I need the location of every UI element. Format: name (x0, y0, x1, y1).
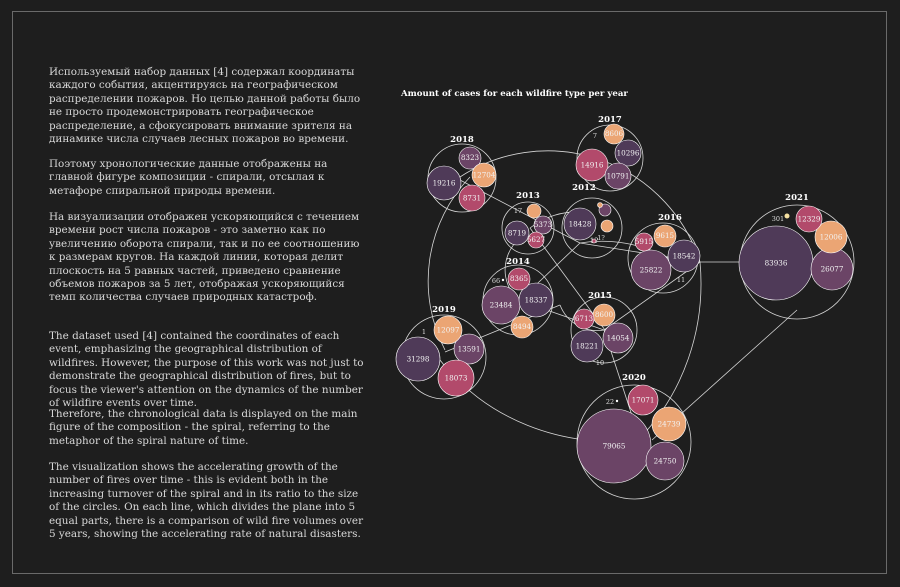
bubble-value-2020-2: 24739 (657, 419, 681, 429)
year-label-2020: 2020 (622, 373, 646, 383)
bubble-value-2014-2: 8365 (509, 274, 529, 284)
bubble-value-2019-2: 18073 (444, 373, 468, 383)
bubble-value-2021-1: 26077 (820, 264, 844, 274)
small-value-2013: 17 (513, 207, 523, 215)
bubble-value-2018-2: 12704 (472, 170, 496, 180)
bubble-value-2017-3: 8606 (604, 129, 624, 139)
small-dot-2014 (502, 279, 504, 281)
small-value-2016: 11 (676, 276, 686, 284)
year-label-2015: 2015 (588, 291, 612, 301)
year-label-2013: 2013 (516, 191, 540, 201)
year-label-2019: 2019 (432, 305, 456, 315)
bubble-2012-2 (601, 220, 613, 232)
bubble-value-2014-1: 18337 (524, 295, 548, 305)
small-value-2021: 301 (771, 215, 785, 223)
bubble-value-2013-2: 5627 (526, 234, 546, 244)
bubble-value-2015-1: 14054 (606, 333, 630, 343)
small-dot-2021 (785, 214, 790, 219)
bubble-value-2015-2: 8600 (594, 310, 614, 320)
bubble-value-2016-2: 9615 (655, 231, 675, 241)
bubble-value-2015-0: 18221 (575, 341, 599, 351)
bubble-2013-3 (527, 204, 541, 218)
bubble-value-2021-0: 83936 (764, 258, 788, 268)
en-paragraph-1: The dataset used [4] contained the coordinates of each event, emphasizing the geographical distribution of wildfires. However, the purpose of this work was not just to demonstrate the geographical distribution of fires, but to focus the viewer's attention on the dynamics of the number of wildfire events over time. (49, 330, 364, 410)
small-dot-2020 (616, 400, 618, 402)
bubble-value-2020-3: 17071 (631, 395, 655, 405)
ru-paragraph-3: На визуализации отображен ускоряющийся с течением времени рост числа пожаров - это заметно как по увеличению оборота спирали, так и по ее соотношению к размерам кругов. На каждой линии, которая делит плоскость на 5 равных частей, приведено сравнение объемов пожаров за 5 лет, отображая ускоряющийся темп количества случаев природных катастроф. (49, 211, 360, 304)
ru-paragraph-2: Поэтому хронологические данные отображены на главной фигуре композиции - спирали, отсылая к метафоре спиральной природы времени. (49, 158, 328, 197)
bubble-value-2019-3: 12097 (436, 325, 460, 335)
en-paragraph-3: The visualization shows the accelerating growth of the number of fires over time - this is evident both in the increasing turnover of the spiral and in its ratio to the size of the circles. On each line, which divides the plane into 5 equal parts, there is a comparison of wild fire volumes over 5 years, showing the accelerating rate of natural disasters. (49, 461, 364, 541)
ru-paragraph-1: Используемый набор данных [4] содержал координаты каждого события, акцентируясь на географическом распределении пожаров. Но целью данной работы было не просто продемонстрировать географическое распределение, а сфокусировать внимание зрителя на динамике числа случаев лесных пожаров во времени. (49, 66, 361, 146)
bubble-value-2021-2: 12006 (819, 232, 843, 242)
bubble-2012-3 (598, 203, 603, 208)
year-label-2017: 2017 (598, 115, 622, 125)
small-value-2014: 66 (491, 277, 501, 285)
year-label-2018: 2018 (450, 135, 474, 145)
bubble-value-2012-0: 18428 (568, 219, 592, 229)
bubble-value-2021-3: 12329 (797, 214, 821, 224)
en-paragraph-2: Therefore, the chronological data is displayed on the main figure of the composition - the spiral, referring to the metaphor of the spiral nature of time. (49, 408, 358, 447)
bubble-value-2015-3: 6713 (574, 314, 594, 324)
bubble-value-2013-0: 8719 (507, 228, 527, 238)
bubble-value-2019-0: 31298 (406, 354, 430, 364)
bubble-value-2017-0: 14916 (580, 160, 604, 170)
small-value-2020: 22 (605, 398, 615, 406)
bubble-value-2020-1: 24750 (653, 456, 677, 466)
bubble-value-2016-1: 18542 (672, 251, 696, 261)
small-value-2012: 1? (597, 234, 605, 242)
year-label-2012: 2012 (572, 183, 596, 193)
bubble-value-2017-2: 10791 (606, 171, 630, 181)
bubble-value-2019-1: 13591 (457, 344, 481, 354)
bubble-value-2013-1: 5373 (533, 220, 553, 230)
bubble-value-2016-3: 5915 (634, 237, 654, 247)
bubble-value-2018-3: 8731 (462, 193, 482, 203)
bubble-value-2018-1: 8323 (460, 153, 480, 163)
bubble-value-2014-3: 8494 (512, 322, 532, 332)
bubble-value-2017-1: 10296 (616, 148, 640, 158)
bubble-value-2016-0: 25822 (639, 265, 663, 275)
bubble-value-2020-0: 79065 (602, 441, 626, 451)
small-value-2017: 7 (592, 132, 598, 140)
year-label-2021: 2021 (785, 193, 809, 203)
bubble-value-2012-4: 1? (589, 235, 599, 245)
bubble-value-2014-0: 23484 (489, 300, 513, 310)
small-value-2019: 1 (421, 328, 427, 336)
chart-title: Amount of cases for each wildfire type per year (401, 89, 628, 99)
small-value-2015: 10 (595, 359, 605, 367)
year-label-2014: 2014 (506, 257, 530, 267)
year-label-2016: 2016 (658, 213, 682, 223)
bubble-value-2018-0: 19216 (432, 178, 456, 188)
